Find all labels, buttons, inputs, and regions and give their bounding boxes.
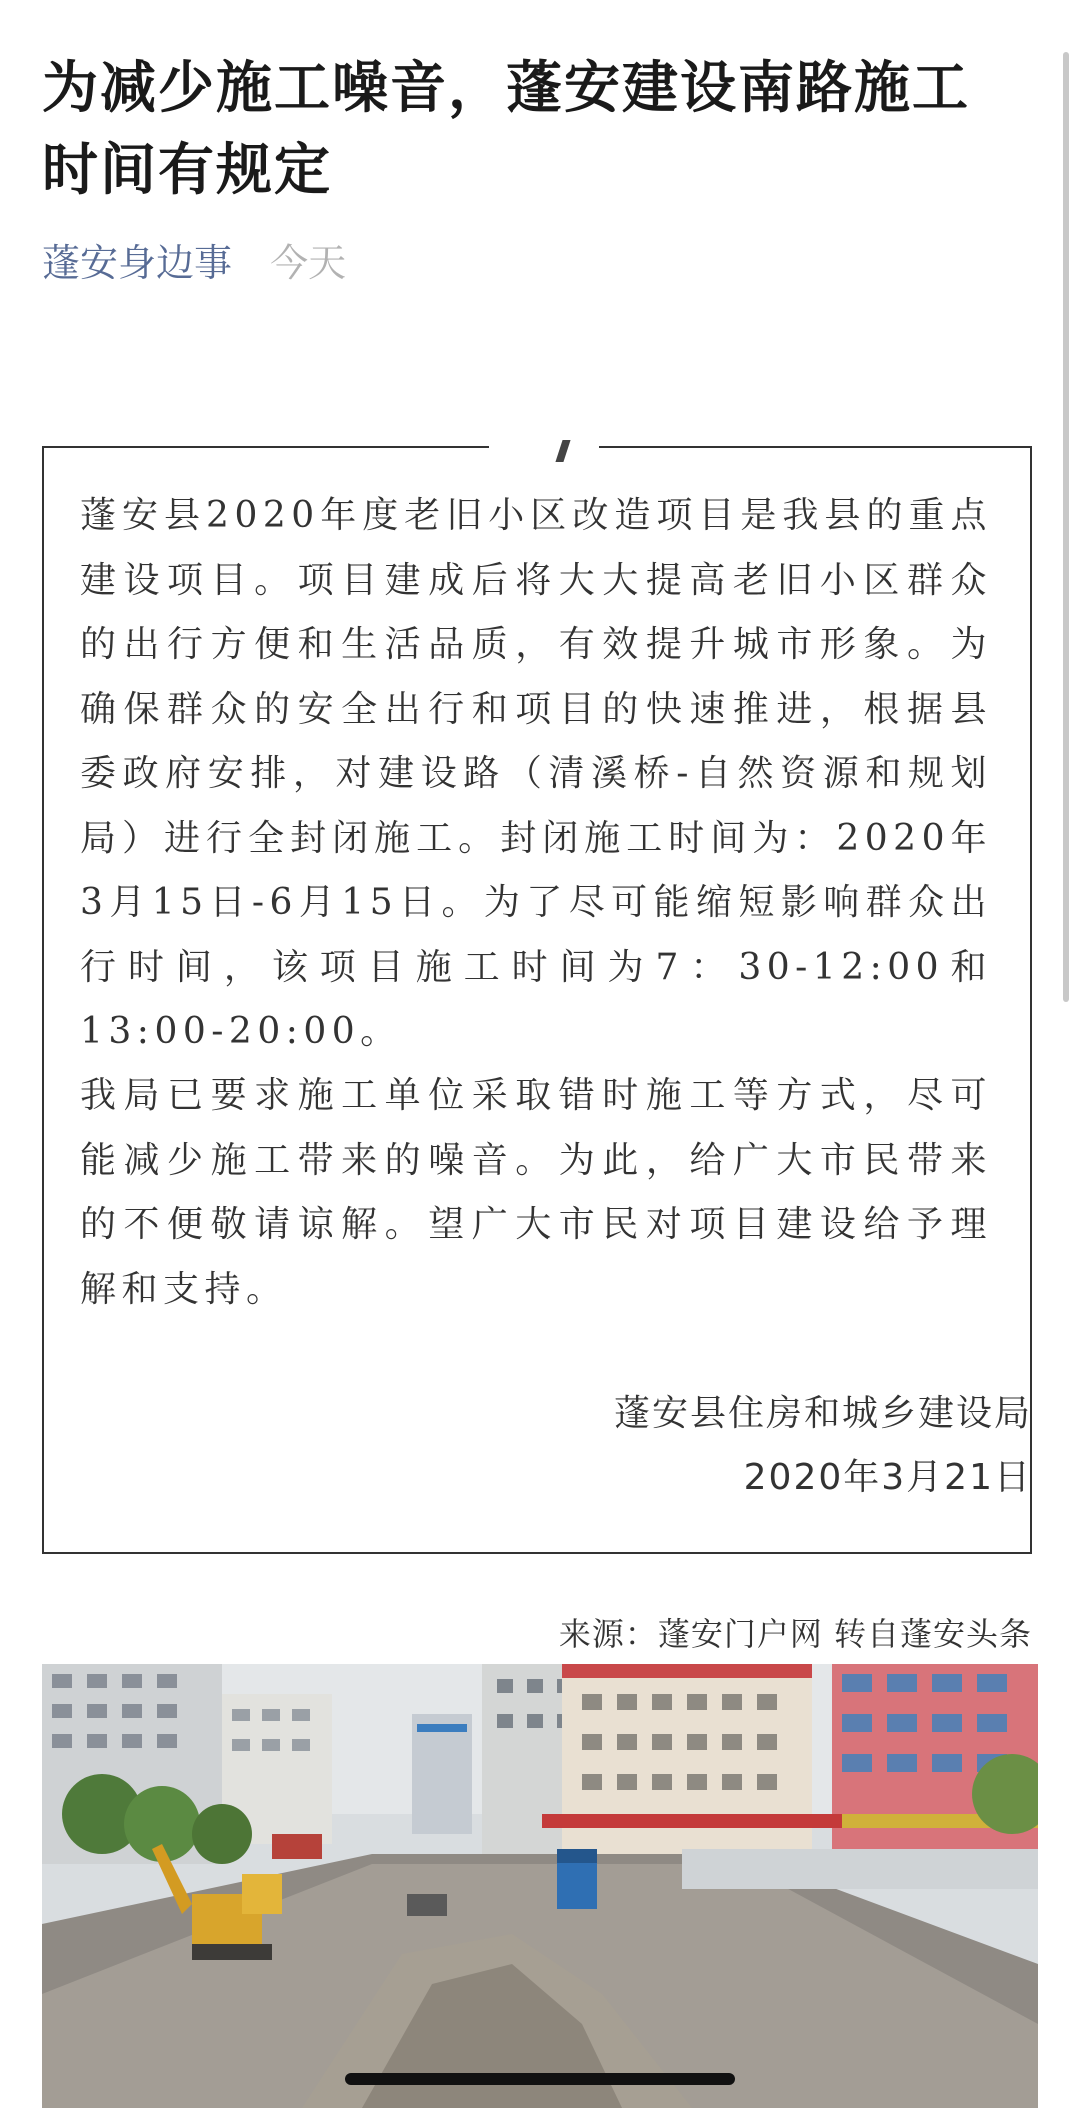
article-title: 为减少施工噪音，蓬安建设南路施工时间有规定 — [42, 56, 970, 203]
notice-paragraph-2: 我局已要求施工单位采取错时施工等方式，尽可能减少施工带来的噪音。为此，给广大市民带来的不便敬请谅解。望广大市民对项目建设给予理解和支持。 — [80, 1075, 992, 1310]
publish-date: 今天 — [270, 241, 347, 285]
signature-date: 2020年3月21日 — [743, 1457, 1032, 1498]
photo-source-caption: 来源：蓬安门户网 转自蓬安头条 — [558, 1615, 1032, 1653]
construction-photo-illustration — [42, 1664, 1038, 2108]
account-name-link[interactable]: 蓬安身边事 — [42, 241, 233, 285]
notice-paragraph-1: 蓬安县2020年度老旧小区改造项目是我县的重点建设项目。项目建成后将大大提高老旧小区群众的出行方便和生活品质，有效提升城市形象。为确保群众的安全出行和项目的快速推进，根据县委政府安排，对建设路（清溪桥-自然资源和规划局）进行全封闭施工。封闭施工时间为：2020年3月15日-6月15日。为了尽可能缩短影响群众出行时间，该项目施工时间为7：30-12:00和13:00-20:00。 — [80, 495, 992, 1052]
article-meta — [42, 238, 346, 288]
construction-photo[interactable] — [42, 1664, 1038, 2108]
notice-box-gap — [489, 442, 599, 454]
home-indicator[interactable] — [345, 2073, 735, 2085]
signature-org: 蓬安县住房和城乡建设局 — [613, 1393, 1032, 1434]
scrollbar[interactable] — [1063, 52, 1069, 1002]
notice-signature — [614, 1382, 1032, 1510]
